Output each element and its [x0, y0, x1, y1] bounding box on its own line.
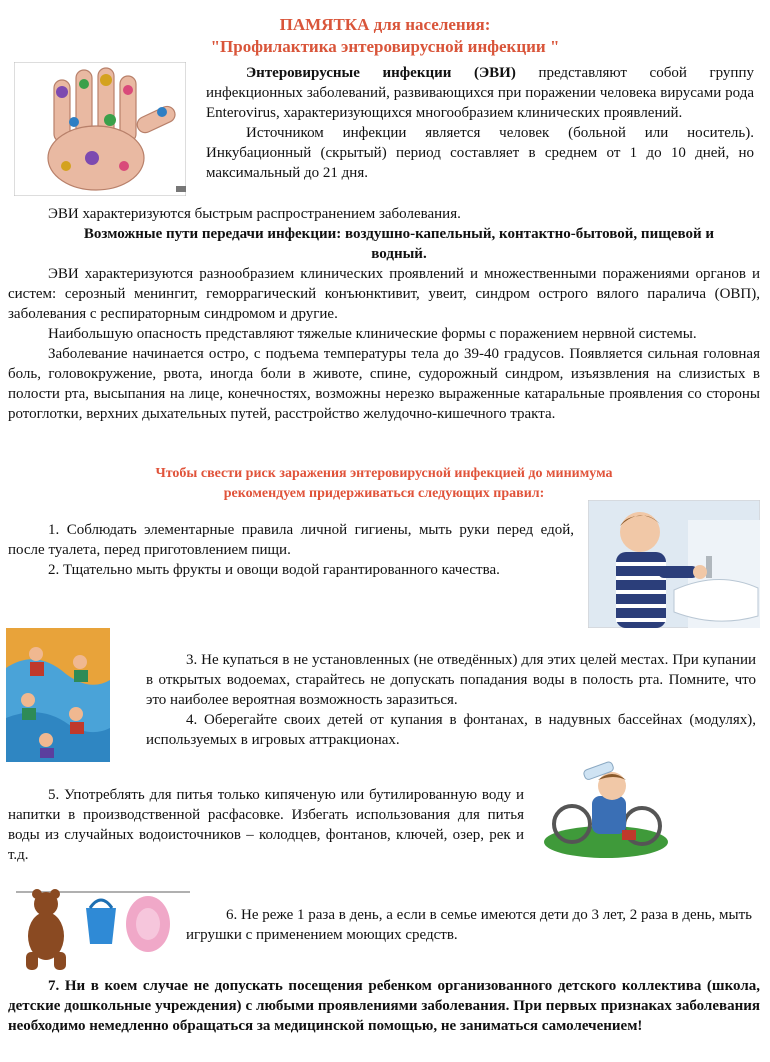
rule-7: 7. Ни в коем случае не допускать посещения ребенком организованного детского коллектива (школа, детские дошкольные учреждения) с любыми проявлениями заболевания. При первых признаках заболевания необходимо немедленно обращаться за медицинской помощью, не заниматься самолечением! [8, 978, 760, 1034]
rule-1: 1. Соблюдать элементарные правила личной гигиены, мыть руки перед едой, после туалета, перед приготовлением пищи. [8, 522, 574, 558]
rule-7-block [8, 976, 760, 1036]
hand-germs-illustration [14, 62, 186, 196]
rules-header [8, 464, 760, 504]
rules-1-2 [8, 520, 574, 580]
rules-header-line-2: рекомендуем придерживаться следующих правил: [223, 486, 545, 501]
evi-term: Энтеровирусные инфекции (ЭВИ) [246, 65, 516, 81]
intro-paragraph-1: Энтеровирусные инфекции (ЭВИ) представляют собой группу инфекционных заболеваний, развивающихся при поражении человека вирусами рода Enterovirus, характеризующихся многообразием клинических проявлений. [206, 65, 754, 121]
body-paragraph-3: Заболевание начинается остро, с подъема температуры тела до 39-40 градусов. Появляется сильная головная боль, головокружение, рвота, иногда боли в животе, спине, судорожный синдром, изъязвления на слизистых в полости рта, высыпания на лице, конечностях, возможны нерезко выраженные катаральные проявления со стороны ротоглотки, верхних дыхательных путей, расстройство желудочно-кишечного тракта. [8, 346, 760, 422]
rule-4: 4. Оберегайте своих детей от купания в фонтанах, в надувных бассейнах (модулях), используемых в игровых аттракционах. [146, 712, 756, 748]
intro-right-column [206, 63, 754, 183]
toys-clothesline-illustration [16, 878, 190, 974]
rules-header-line-1: Чтобы свести риск заражения энтеровирусной инфекцией до минимума [155, 466, 613, 481]
rule-5: 5. Употреблять для питья только кипяченую или бутилированную воду и напитки в производственной расфасовке. Избегать использования для питья воды из случайных водоисточников – колодцев, фонтанов, ключей, озер, рек и т.д. [8, 787, 524, 863]
rule-6: 6. Не реже 1 раза в день, а если в семье имеются дети до 3 лет, 2 раза в день, мыть игрушки с применением моющих средств. [186, 907, 752, 943]
rule-5-block [8, 785, 524, 865]
rule-3: 3. Не купаться в не установленных (не отведённых) для этих целей местах. При купании в открытых водоемах, старайтесь не допускать попадания воды в полость рта. Помните, что это наиболее вероятная возможность заразиться. [146, 652, 756, 708]
rules-3-4 [146, 650, 756, 750]
body-paragraph-1: ЭВИ характеризуются разнообразием клинических проявлений и множественными поражениями органов и систем: серозный менингит, геморрагический конъюнктивит, увеит, синдром острого вялого паралича (ОВП), заболевания с респираторным синдромом и другие. [8, 266, 760, 322]
title-line-2: "Профилактика энтеровирусной инфекции " [210, 37, 560, 56]
title-line-1: ПАМЯТКА для населения: [279, 15, 491, 34]
intro-paragraph-2: Источником инфекции является человек (больной или носитель). Инкубационный (скрытый) период составляет в среднем от 1 до 10 дней, но максимальный до 21 дня. [206, 125, 754, 181]
rule-2: 2. Тщательно мыть фрукты и овощи водой гарантированного качества. [48, 562, 500, 578]
boy-washing-hands-illustration [588, 500, 760, 628]
rule-6-block [186, 905, 752, 945]
body-paragraph-2: Наибольшую опасность представляют тяжелые клинические формы с поражением нервной системы. [48, 326, 697, 342]
children-swimming-illustration [6, 628, 110, 762]
main-text [8, 204, 760, 424]
intro-paragraph-3: ЭВИ характеризуются быстрым распространением заболевания. [48, 206, 461, 222]
boy-drinking-illustration [538, 760, 672, 860]
transmission-routes: Возможные пути передачи инфекции: воздушно-капельный, контактно-бытовой, пищевой и водный. [83, 226, 715, 262]
leaflet-title [0, 14, 770, 58]
